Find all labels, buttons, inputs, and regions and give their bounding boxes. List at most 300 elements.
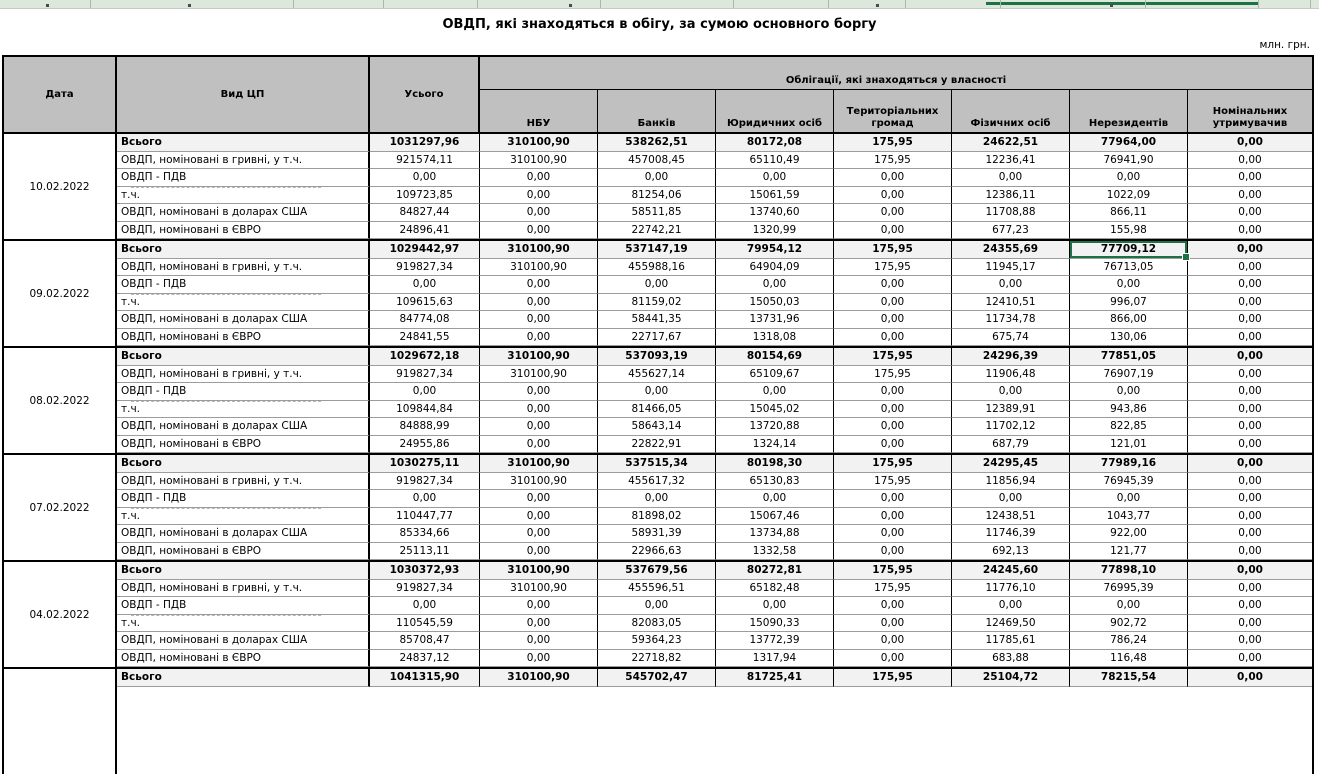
value-cell[interactable]: 15090,33 — [716, 615, 834, 633]
value-cell[interactable]: 11746,39 — [952, 525, 1070, 543]
value-cell[interactable]: 15050,03 — [716, 294, 834, 312]
column-header-individuals[interactable]: Фізичних осіб — [952, 90, 1070, 132]
value-cell[interactable]: 25113,11 — [370, 543, 480, 561]
value-cell[interactable]: 866,00 — [1070, 311, 1188, 329]
value-cell[interactable]: 0,00 — [1188, 222, 1312, 240]
value-cell[interactable]: 24295,45 — [952, 455, 1070, 473]
value-cell[interactable]: 0,00 — [480, 204, 598, 222]
value-cell[interactable]: 0,00 — [480, 383, 598, 401]
value-cell[interactable]: 786,24 — [1070, 632, 1188, 650]
value-cell[interactable]: 0,00 — [834, 276, 952, 294]
row-label-cell[interactable]: ОВДП, номіновані в ЄВРО — [117, 329, 370, 347]
value-cell[interactable]: 11906,48 — [952, 366, 1070, 384]
value-cell[interactable]: 455596,51 — [598, 580, 716, 598]
value-cell[interactable]: 0,00 — [480, 311, 598, 329]
value-cell[interactable]: 0,00 — [370, 276, 480, 294]
value-cell[interactable]: 12389,91 — [952, 401, 1070, 419]
value-cell[interactable]: 175,95 — [834, 455, 952, 473]
value-cell[interactable]: 0,00 — [834, 311, 952, 329]
value-cell[interactable]: 0,00 — [716, 276, 834, 294]
row-label-cell[interactable]: т.ч. — [117, 508, 370, 526]
value-cell[interactable]: 58643,14 — [598, 418, 716, 436]
row-label-cell[interactable]: ОВДП - ПДВ — [117, 276, 370, 294]
value-cell[interactable]: 81159,02 — [598, 294, 716, 312]
date-group — [4, 453, 1312, 560]
value-cell[interactable]: 65182,48 — [716, 580, 834, 598]
value-cell[interactable]: 0,00 — [480, 294, 598, 312]
value-cell[interactable]: 80198,30 — [716, 455, 834, 473]
value-cell[interactable]: 310100,90 — [480, 580, 598, 598]
value-cell[interactable]: 0,00 — [1070, 276, 1188, 294]
value-cell[interactable]: 1022,09 — [1070, 187, 1188, 205]
value-cell[interactable]: 687,79 — [952, 436, 1070, 454]
value-cell[interactable]: 12410,51 — [952, 294, 1070, 312]
value-cell[interactable]: 109615,63 — [370, 294, 480, 312]
row-label-cell[interactable]: ОВДП, номіновані в гривні, у т.ч. — [117, 366, 370, 384]
value-cell[interactable]: 0,00 — [716, 383, 834, 401]
value-cell[interactable]: 457008,45 — [598, 152, 716, 170]
row-label-cell[interactable]: ОВДП, номіновані в доларах США — [117, 525, 370, 543]
value-cell[interactable]: 0,00 — [834, 615, 952, 633]
value-cell[interactable]: 545702,47 — [598, 669, 716, 687]
value-cell[interactable]: 121,01 — [1070, 436, 1188, 454]
value-cell[interactable]: 537147,19 — [598, 241, 716, 259]
value-cell[interactable]: 943,86 — [1070, 401, 1188, 419]
value-cell[interactable]: 110447,77 — [370, 508, 480, 526]
value-cell[interactable]: 0,00 — [834, 294, 952, 312]
value-cell[interactable]: 15045,02 — [716, 401, 834, 419]
date-cell[interactable]: 08.02.2022 — [4, 348, 117, 453]
value-cell[interactable]: 24622,51 — [952, 134, 1070, 152]
value-cell[interactable]: 822,85 — [1070, 418, 1188, 436]
value-cell[interactable]: 13740,60 — [716, 204, 834, 222]
value-cell[interactable]: 538262,51 — [598, 134, 716, 152]
value-cell[interactable]: 76907,19 — [1070, 366, 1188, 384]
date-group — [4, 132, 1312, 239]
value-cell[interactable]: 175,95 — [834, 348, 952, 366]
value-cell[interactable]: 84774,08 — [370, 311, 480, 329]
value-cell[interactable]: 0,00 — [1188, 383, 1312, 401]
row-label-cell[interactable]: ОВДП, номіновані в гривні, у т.ч. — [117, 152, 370, 170]
value-cell[interactable]: 82083,05 — [598, 615, 716, 633]
value-cell[interactable]: 12469,50 — [952, 615, 1070, 633]
value-cell[interactable]: 22718,82 — [598, 650, 716, 668]
value-cell[interactable]: 175,95 — [834, 473, 952, 491]
value-cell[interactable]: 175,95 — [834, 241, 952, 259]
value-cell[interactable]: 0,00 — [834, 329, 952, 347]
row-label-cell[interactable]: Всього — [117, 348, 370, 366]
value-cell[interactable]: 0,00 — [834, 169, 952, 187]
value-cell[interactable]: 1317,94 — [716, 650, 834, 668]
value-cell[interactable]: 0,00 — [1188, 294, 1312, 312]
value-cell[interactable]: 1030275,11 — [370, 455, 480, 473]
value-cell[interactable]: 0,00 — [834, 383, 952, 401]
value-cell[interactable]: 996,07 — [1070, 294, 1188, 312]
date-cell[interactable]: 04.02.2022 — [4, 562, 117, 667]
value-cell[interactable]: 64904,09 — [716, 259, 834, 277]
value-cell[interactable]: 0,00 — [1188, 436, 1312, 454]
row-label-cell[interactable]: ОВДП, номіновані в гривні, у т.ч. — [117, 580, 370, 598]
value-cell[interactable]: 1324,14 — [716, 436, 834, 454]
value-cell[interactable]: 22966,63 — [598, 543, 716, 561]
value-cell[interactable]: 175,95 — [834, 562, 952, 580]
value-cell[interactable]: 0,00 — [480, 329, 598, 347]
value-cell[interactable]: 24296,39 — [952, 348, 1070, 366]
value-cell[interactable]: 13720,88 — [716, 418, 834, 436]
value-cell[interactable]: 1332,58 — [716, 543, 834, 561]
value-cell[interactable]: 0,00 — [834, 525, 952, 543]
value-cell[interactable]: 175,95 — [834, 366, 952, 384]
date-cell[interactable]: 10.02.2022 — [4, 134, 117, 239]
value-cell[interactable]: 24841,55 — [370, 329, 480, 347]
row-label-cell[interactable]: ОВДП, номіновані в гривні, у т.ч. — [117, 259, 370, 277]
value-cell[interactable]: 0,00 — [1188, 473, 1312, 491]
value-cell[interactable]: 80272,81 — [716, 562, 834, 580]
value-cell[interactable]: 0,00 — [716, 169, 834, 187]
value-cell[interactable]: 0,00 — [834, 204, 952, 222]
value-cell[interactable]: 0,00 — [1188, 508, 1312, 526]
value-cell[interactable]: 0,00 — [952, 276, 1070, 294]
value-cell[interactable]: 84888,99 — [370, 418, 480, 436]
value-cell[interactable]: 79954,12 — [716, 241, 834, 259]
value-cell[interactable]: 109723,85 — [370, 187, 480, 205]
value-cell[interactable]: 0,00 — [1188, 241, 1312, 259]
value-cell[interactable]: 310100,90 — [480, 669, 598, 687]
row-label-cell[interactable]: ОВДП, номіновані в доларах США — [117, 632, 370, 650]
value-cell[interactable]: 65130,83 — [716, 473, 834, 491]
value-cell[interactable]: 116,48 — [1070, 650, 1188, 668]
row-label-cell[interactable]: т.ч. — [117, 615, 370, 633]
value-cell[interactable]: 11708,88 — [952, 204, 1070, 222]
value-cell[interactable]: 24245,60 — [952, 562, 1070, 580]
column-header-type[interactable]: Вид ЦП — [117, 57, 370, 132]
value-cell[interactable]: 0,00 — [1188, 632, 1312, 650]
value-cell[interactable]: 0,00 — [1070, 169, 1188, 187]
value-cell[interactable]: 15061,59 — [716, 187, 834, 205]
value-cell[interactable]: 1043,77 — [1070, 508, 1188, 526]
row-label-cell[interactable]: ОВДП, номіновані в доларах США — [117, 311, 370, 329]
value-cell[interactable]: 77851,05 — [1070, 348, 1188, 366]
row-label-cell[interactable]: ОВДП, номіновані в ЄВРО — [117, 650, 370, 668]
value-cell[interactable]: 0,00 — [1070, 597, 1188, 615]
value-cell[interactable]: 84827,44 — [370, 204, 480, 222]
value-cell[interactable]: 0,00 — [1188, 329, 1312, 347]
value-cell[interactable]: 1029442,97 — [370, 241, 480, 259]
value-cell[interactable]: 919827,34 — [370, 366, 480, 384]
value-cell[interactable]: 81254,06 — [598, 187, 716, 205]
value-cell[interactable]: 0,00 — [1188, 455, 1312, 473]
value-cell[interactable]: 310100,90 — [480, 152, 598, 170]
value-cell[interactable]: 0,00 — [716, 490, 834, 508]
value-cell[interactable]: 455627,14 — [598, 366, 716, 384]
row-label-cell[interactable]: ОВДП, номіновані в ЄВРО — [117, 436, 370, 454]
value-cell[interactable]: 22717,67 — [598, 329, 716, 347]
row-label-cell[interactable]: Всього — [117, 241, 370, 259]
value-cell[interactable]: 0,00 — [1188, 525, 1312, 543]
value-cell[interactable]: 0,00 — [480, 597, 598, 615]
value-cell[interactable]: 866,11 — [1070, 204, 1188, 222]
value-cell[interactable]: 0,00 — [1188, 580, 1312, 598]
value-cell[interactable]: 76941,90 — [1070, 152, 1188, 170]
value-cell[interactable]: 0,00 — [1188, 204, 1312, 222]
value-cell[interactable]: 0,00 — [480, 525, 598, 543]
value-cell[interactable]: 0,00 — [1188, 134, 1312, 152]
value-cell[interactable]: 921574,11 — [370, 152, 480, 170]
value-cell[interactable]: 24355,69 — [952, 241, 1070, 259]
value-cell[interactable]: 1030372,93 — [370, 562, 480, 580]
value-cell[interactable]: 77709,12 — [1070, 241, 1188, 259]
row-label-cell[interactable]: ОВДП, номіновані в доларах США — [117, 204, 370, 222]
value-cell[interactable]: 0,00 — [598, 597, 716, 615]
value-cell[interactable]: 11785,61 — [952, 632, 1070, 650]
column-header-nonresidents[interactable]: Нерезидентів — [1070, 90, 1188, 132]
value-cell[interactable]: 76945,39 — [1070, 473, 1188, 491]
value-cell[interactable]: 0,00 — [1188, 615, 1312, 633]
value-cell[interactable]: 175,95 — [834, 134, 952, 152]
value-cell[interactable]: 175,95 — [834, 259, 952, 277]
row-label-cell[interactable]: т.ч. — [117, 401, 370, 419]
value-cell[interactable]: 58931,39 — [598, 525, 716, 543]
value-cell[interactable]: 121,77 — [1070, 543, 1188, 561]
value-cell[interactable]: 0,00 — [834, 508, 952, 526]
row-label-cell[interactable]: ОВДП - ПДВ — [117, 490, 370, 508]
value-cell[interactable]: 0,00 — [834, 418, 952, 436]
value-cell[interactable]: 0,00 — [480, 615, 598, 633]
value-cell[interactable]: 537679,56 — [598, 562, 716, 580]
value-cell[interactable]: 0,00 — [370, 597, 480, 615]
value-cell[interactable]: 675,74 — [952, 329, 1070, 347]
date-cell[interactable]: 07.02.2022 — [4, 455, 117, 560]
value-cell[interactable]: 76995,39 — [1070, 580, 1188, 598]
value-cell[interactable]: 0,00 — [834, 543, 952, 561]
value-cell[interactable]: 455617,32 — [598, 473, 716, 491]
column-header-nominal-holders[interactable]: Номінальних утримувачив — [1212, 106, 1288, 129]
value-cell[interactable]: 110545,59 — [370, 615, 480, 633]
value-cell[interactable]: 310100,90 — [480, 259, 598, 277]
value-cell[interactable]: 0,00 — [1188, 152, 1312, 170]
value-cell[interactable]: 0,00 — [1188, 543, 1312, 561]
row-label-cell[interactable]: т.ч. — [117, 187, 370, 205]
value-cell[interactable]: 310100,90 — [480, 455, 598, 473]
value-cell[interactable]: 692,13 — [952, 543, 1070, 561]
value-cell[interactable]: 1031297,96 — [370, 134, 480, 152]
value-cell[interactable]: 0,00 — [1070, 490, 1188, 508]
value-cell[interactable]: 310100,90 — [480, 134, 598, 152]
row-label-cell[interactable]: Всього — [117, 455, 370, 473]
value-cell[interactable]: 130,06 — [1070, 329, 1188, 347]
value-cell[interactable]: 13731,96 — [716, 311, 834, 329]
value-cell[interactable]: 0,00 — [480, 418, 598, 436]
column-header-legal-entities[interactable]: Юридичних осіб — [716, 90, 834, 132]
value-cell[interactable]: 59364,23 — [598, 632, 716, 650]
value-cell[interactable]: 0,00 — [370, 490, 480, 508]
value-cell[interactable]: 77964,00 — [1070, 134, 1188, 152]
value-cell[interactable]: 81466,05 — [598, 401, 716, 419]
value-cell[interactable]: 175,95 — [834, 669, 952, 687]
value-cell[interactable]: 0,00 — [952, 597, 1070, 615]
value-cell[interactable]: 0,00 — [834, 597, 952, 615]
date-group — [4, 560, 1312, 667]
value-cell[interactable]: 78215,54 — [1070, 669, 1188, 687]
value-cell[interactable]: 11702,12 — [952, 418, 1070, 436]
value-cell[interactable]: 0,00 — [1188, 669, 1312, 687]
value-cell[interactable]: 22822,91 — [598, 436, 716, 454]
value-cell[interactable]: 12386,11 — [952, 187, 1070, 205]
value-cell[interactable]: 85708,47 — [370, 632, 480, 650]
value-cell[interactable]: 0,00 — [834, 490, 952, 508]
value-cell[interactable]: 76713,05 — [1070, 259, 1188, 277]
value-cell[interactable]: 0,00 — [834, 187, 952, 205]
value-cell[interactable]: 0,00 — [370, 169, 480, 187]
value-cell[interactable]: 0,00 — [370, 383, 480, 401]
row-label-cell[interactable]: ОВДП, номіновані в ЄВРО — [117, 543, 370, 561]
date-cell[interactable] — [4, 669, 117, 774]
value-cell[interactable]: 0,00 — [1188, 276, 1312, 294]
value-cell[interactable]: 919827,34 — [370, 473, 480, 491]
value-cell[interactable]: 0,00 — [952, 169, 1070, 187]
value-cell[interactable]: 0,00 — [1188, 562, 1312, 580]
row-label-cell[interactable]: т.ч. — [117, 294, 370, 312]
value-cell[interactable]: 683,88 — [952, 650, 1070, 668]
value-cell[interactable]: 0,00 — [480, 222, 598, 240]
value-cell[interactable]: 0,00 — [1188, 259, 1312, 277]
value-cell[interactable]: 0,00 — [598, 276, 716, 294]
value-cell[interactable]: 0,00 — [480, 436, 598, 454]
value-cell[interactable]: 1320,99 — [716, 222, 834, 240]
value-cell[interactable]: 175,95 — [834, 580, 952, 598]
value-cell[interactable]: 81898,02 — [598, 508, 716, 526]
value-cell[interactable]: 81725,41 — [716, 669, 834, 687]
column-header-banks[interactable]: Банків — [598, 90, 716, 132]
value-cell[interactable]: 0,00 — [1188, 418, 1312, 436]
value-cell[interactable]: 24955,86 — [370, 436, 480, 454]
value-cell[interactable]: 65109,67 — [716, 366, 834, 384]
value-cell[interactable]: 0,00 — [834, 401, 952, 419]
value-cell[interactable]: 175,95 — [834, 152, 952, 170]
value-cell[interactable]: 310100,90 — [480, 241, 598, 259]
value-cell[interactable]: 0,00 — [952, 383, 1070, 401]
value-cell[interactable]: 0,00 — [1188, 597, 1312, 615]
value-cell[interactable]: 0,00 — [1188, 650, 1312, 668]
value-cell[interactable]: 0,00 — [1188, 366, 1312, 384]
value-cell[interactable]: 0,00 — [1188, 187, 1312, 205]
value-cell[interactable]: 11856,94 — [952, 473, 1070, 491]
value-cell[interactable]: 58511,85 — [598, 204, 716, 222]
value-cell[interactable]: 0,00 — [598, 169, 716, 187]
value-cell[interactable]: 12236,41 — [952, 152, 1070, 170]
value-cell[interactable]: 85334,66 — [370, 525, 480, 543]
value-cell[interactable]: 0,00 — [952, 490, 1070, 508]
value-cell[interactable]: 65110,49 — [716, 152, 834, 170]
row-label-cell[interactable]: ОВДП - ПДВ — [117, 169, 370, 187]
column-header-nbu[interactable]: НБУ — [480, 90, 598, 132]
value-cell[interactable]: 0,00 — [834, 632, 952, 650]
value-cell[interactable]: 0,00 — [716, 597, 834, 615]
value-cell[interactable]: 58441,35 — [598, 311, 716, 329]
value-cell[interactable]: 11734,78 — [952, 311, 1070, 329]
value-cell[interactable]: 22742,21 — [598, 222, 716, 240]
value-cell[interactable]: 902,72 — [1070, 615, 1188, 633]
value-cell[interactable]: 537093,19 — [598, 348, 716, 366]
value-cell[interactable]: 24896,41 — [370, 222, 480, 240]
value-cell[interactable]: 310100,90 — [480, 562, 598, 580]
column-header-ownership[interactable]: Облігації, які знаходяться у власності — [480, 57, 1312, 90]
value-cell[interactable]: 310100,90 — [480, 473, 598, 491]
value-cell[interactable]: 155,98 — [1070, 222, 1188, 240]
value-cell[interactable]: 24837,12 — [370, 650, 480, 668]
value-cell[interactable]: 77898,10 — [1070, 562, 1188, 580]
value-cell[interactable]: 1318,08 — [716, 329, 834, 347]
value-cell[interactable]: 11945,17 — [952, 259, 1070, 277]
value-cell[interactable]: 80172,08 — [716, 134, 834, 152]
value-cell[interactable]: 537515,34 — [598, 455, 716, 473]
value-cell[interactable]: 80154,69 — [716, 348, 834, 366]
value-cell[interactable]: 0,00 — [1188, 348, 1312, 366]
value-cell[interactable]: 13734,88 — [716, 525, 834, 543]
value-cell[interactable]: 1041315,90 — [370, 669, 480, 687]
value-cell[interactable]: 0,00 — [480, 169, 598, 187]
row-label-cell[interactable]: ОВДП - ПДВ — [117, 383, 370, 401]
value-cell[interactable]: 0,00 — [598, 383, 716, 401]
date-cell[interactable]: 09.02.2022 — [4, 241, 117, 346]
value-cell[interactable]: 0,00 — [834, 222, 952, 240]
column-header-territorial-communities[interactable]: Територіальних громад — [834, 90, 952, 132]
value-cell[interactable]: 0,00 — [480, 632, 598, 650]
value-cell[interactable]: 922,00 — [1070, 525, 1188, 543]
value-cell[interactable]: 0,00 — [598, 490, 716, 508]
value-cell[interactable]: 11776,10 — [952, 580, 1070, 598]
value-cell[interactable]: 13772,39 — [716, 632, 834, 650]
value-cell[interactable]: 0,00 — [834, 650, 952, 668]
gridline-fragment — [90, 0, 91, 8]
column-header-total[interactable]: Усього — [370, 57, 480, 132]
value-cell[interactable]: 25104,72 — [952, 669, 1070, 687]
value-cell[interactable]: 0,00 — [480, 401, 598, 419]
value-cell[interactable]: 0,00 — [1188, 401, 1312, 419]
value-cell[interactable]: 77989,16 — [1070, 455, 1188, 473]
value-cell[interactable]: 0,00 — [480, 490, 598, 508]
value-cell[interactable]: 0,00 — [480, 276, 598, 294]
value-cell[interactable]: 12438,51 — [952, 508, 1070, 526]
value-cell[interactable]: 0,00 — [1188, 490, 1312, 508]
row-label-cell[interactable]: Всього — [117, 562, 370, 580]
value-cell[interactable]: 0,00 — [1188, 169, 1312, 187]
value-cell[interactable]: 0,00 — [1188, 311, 1312, 329]
row-label-cell[interactable]: ОВДП, номіновані в гривні, у т.ч. — [117, 473, 370, 491]
column-header-date[interactable]: Дата — [4, 57, 117, 132]
value-cell[interactable]: 919827,34 — [370, 259, 480, 277]
value-cell[interactable]: 0,00 — [480, 187, 598, 205]
value-cell[interactable]: 0,00 — [834, 436, 952, 454]
value-cell[interactable]: 0,00 — [480, 543, 598, 561]
row-label-cell[interactable]: ОВДП, номіновані в ЄВРО — [117, 222, 370, 240]
value-cell[interactable]: 455988,16 — [598, 259, 716, 277]
value-cell[interactable]: 310100,90 — [480, 348, 598, 366]
row-label-cell[interactable]: Всього — [117, 134, 370, 152]
row-label-cell[interactable]: ОВДП - ПДВ — [117, 597, 370, 615]
value-cell[interactable]: 0,00 — [1070, 383, 1188, 401]
value-cell[interactable]: 1029672,18 — [370, 348, 480, 366]
value-cell[interactable]: 310100,90 — [480, 366, 598, 384]
value-cell[interactable]: 15067,46 — [716, 508, 834, 526]
row-label-cell[interactable]: ОВДП, номіновані в доларах США — [117, 418, 370, 436]
value-cell[interactable]: 677,23 — [952, 222, 1070, 240]
value-cell[interactable]: 109844,84 — [370, 401, 480, 419]
value-cell[interactable]: 0,00 — [480, 650, 598, 668]
value-cell[interactable]: 919827,34 — [370, 580, 480, 598]
row-label-cell[interactable]: Всього — [117, 669, 370, 687]
value-cell[interactable]: 0,00 — [480, 508, 598, 526]
